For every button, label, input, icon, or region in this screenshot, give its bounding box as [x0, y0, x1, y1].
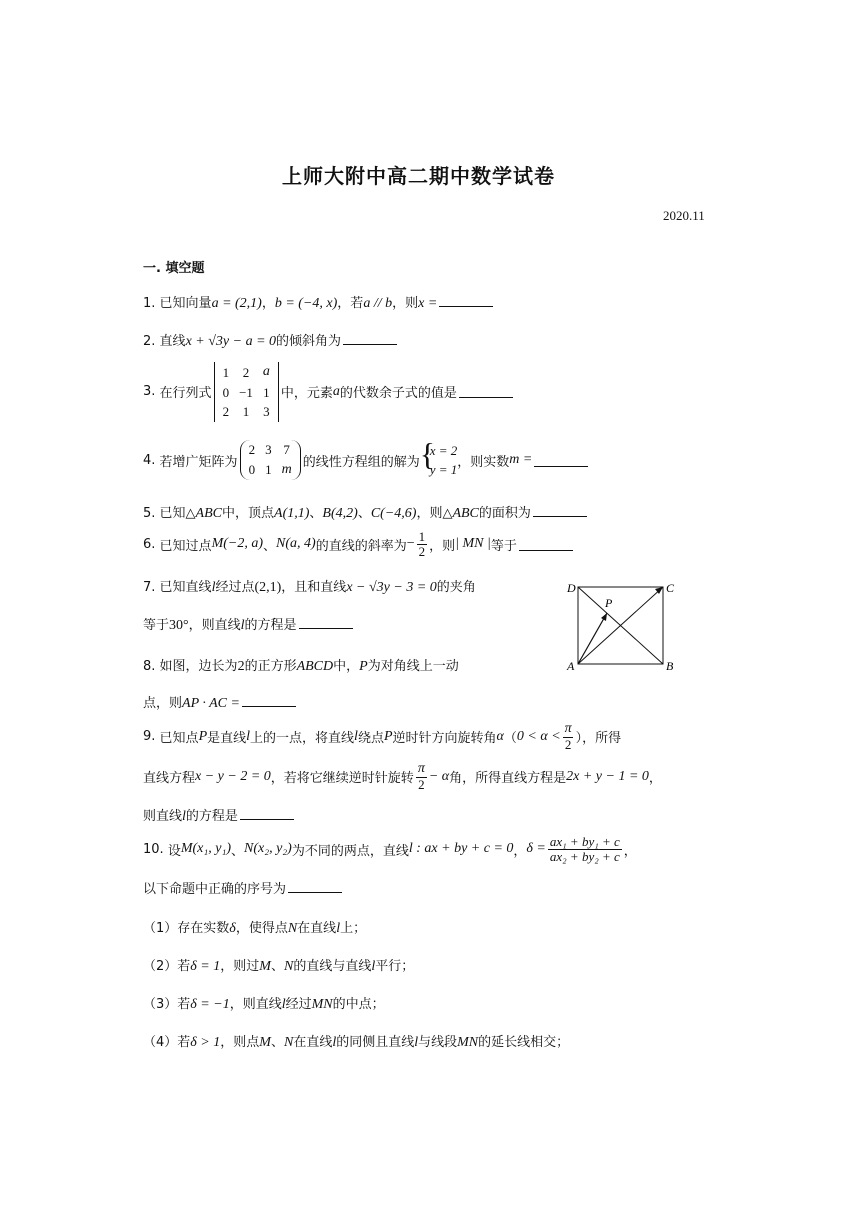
numerator: π — [564, 721, 572, 736]
text: 平行； — [375, 959, 415, 974]
math: x − y − 2 = 0 — [195, 768, 271, 784]
math: M(−2, a) — [211, 536, 263, 552]
denominator: 2 — [418, 543, 426, 559]
math: 0 < α < — [516, 728, 561, 744]
question-3 — [143, 362, 513, 422]
label-c: C — [666, 581, 675, 595]
text: 的方程是 — [244, 618, 297, 633]
cell: 0 — [222, 384, 230, 400]
text: ，则 — [392, 296, 419, 311]
math: N(a, 4) — [276, 536, 316, 552]
math: δ = — [526, 841, 546, 857]
option-number: （3） — [143, 997, 178, 1012]
math: MN — [311, 997, 333, 1012]
cell: 0 — [248, 462, 256, 478]
option-number: （4） — [143, 1035, 178, 1050]
text: 与线段 — [418, 1035, 458, 1050]
fraction — [548, 835, 622, 863]
augmented-matrix — [240, 440, 301, 480]
section-title: 一. 填空题 — [143, 261, 205, 276]
fraction — [416, 762, 427, 791]
cell: m — [281, 461, 292, 477]
answer-blank[interactable] — [459, 385, 513, 398]
text: ， — [648, 771, 662, 787]
text: （ — [503, 731, 517, 747]
math: B(4,2) — [322, 506, 358, 521]
question-number: 10. — [143, 841, 164, 857]
math: | MN | — [455, 536, 491, 552]
numerator: ax₁ + by₁ + c — [549, 834, 620, 849]
text: 的面积为 — [478, 506, 531, 521]
question-8-line-1 — [143, 655, 459, 675]
math: − — [406, 536, 415, 552]
square-figure — [565, 578, 680, 673]
text: ，若 — [337, 296, 364, 311]
label-d: D — [567, 581, 576, 595]
question-number: 8. — [143, 659, 156, 674]
cell: 2 — [242, 364, 250, 380]
math: x = — [418, 296, 438, 311]
question-7-line-1 — [143, 576, 476, 596]
answer-blank[interactable] — [519, 538, 573, 551]
math: a — [332, 383, 340, 399]
math: l — [414, 1035, 419, 1050]
text: 的方程是 — [185, 809, 238, 824]
text: 的代数余子式的值是 — [339, 386, 457, 402]
math: l — [281, 997, 286, 1012]
text: 已知△ — [159, 506, 196, 521]
math: N — [283, 959, 294, 974]
math: a = (2,1) — [211, 296, 262, 311]
text: 在行列式 — [159, 386, 212, 402]
text: 如图，边长为 — [159, 659, 238, 674]
math: ABCD — [296, 659, 334, 674]
text: 的同侧且直线 — [336, 1035, 415, 1050]
page-title: 上师大附中高二期中数学试卷 — [282, 164, 555, 188]
text: 若 — [177, 997, 191, 1012]
text: ），所得 — [575, 731, 622, 747]
math: l — [240, 618, 245, 633]
cell: 1 — [242, 404, 250, 420]
question-4 — [143, 435, 588, 480]
text: 、 — [270, 1035, 284, 1050]
question-2 — [143, 330, 397, 350]
text: 中， — [333, 659, 360, 674]
math: AP · AC = — [182, 696, 240, 711]
math: ABC — [452, 506, 479, 521]
question-1 — [143, 292, 493, 312]
math: l — [354, 728, 358, 744]
text: 上的一点，将直线 — [250, 731, 355, 747]
text: 的倾斜角为 — [276, 334, 342, 349]
cell: 1 — [222, 364, 230, 380]
math: A(1,1) — [274, 506, 310, 521]
math: x − √3y − 3 = 0 — [346, 580, 437, 595]
question-number: 5. — [143, 506, 156, 521]
math: δ = 1 — [190, 959, 221, 974]
text: ， — [623, 843, 637, 859]
cell: 7 — [283, 442, 290, 457]
text: ，则直线 — [188, 618, 241, 633]
text: 在直线 — [293, 1035, 333, 1050]
math: a // b — [363, 296, 393, 311]
text: ， — [261, 296, 275, 311]
label-a: A — [567, 659, 575, 673]
math: δ — [229, 921, 236, 936]
math: b = (−4, x) — [274, 296, 338, 311]
text: 已知过点 — [159, 538, 212, 554]
math: x + √3y − a = 0 — [185, 334, 277, 349]
math: l — [246, 728, 251, 744]
option-4 — [143, 1031, 569, 1051]
math: (2,1) — [254, 580, 282, 595]
text: 、 — [263, 538, 277, 554]
math: MN — [457, 1035, 479, 1050]
text: ，则 — [429, 538, 456, 554]
math: N(x₂, y₂) — [244, 841, 292, 857]
text: 是直线 — [207, 731, 247, 747]
cell: 1 — [263, 384, 270, 400]
arrowhead-p — [601, 613, 607, 621]
question-8-line-2 — [143, 692, 296, 712]
cell: 1 — [265, 462, 272, 478]
fraction — [417, 530, 428, 558]
text: 中，元素 — [280, 386, 333, 402]
text: ，则点 — [220, 1035, 260, 1050]
math: l — [211, 580, 216, 595]
text: 的直线的斜率为 — [315, 538, 407, 554]
question-number: 7. — [143, 580, 156, 595]
question-number: 2. — [143, 334, 156, 349]
cell: 3 — [263, 404, 270, 420]
numerator: π — [417, 761, 425, 776]
text: 经过点 — [215, 580, 255, 595]
math: ABC — [195, 506, 222, 521]
fraction — [563, 722, 574, 751]
question-number: 9. — [143, 729, 156, 745]
text: 直线 — [159, 334, 186, 349]
cell: 2 — [222, 404, 230, 420]
math: P — [359, 659, 368, 674]
math: l — [336, 921, 341, 936]
answer-blank[interactable] — [242, 694, 296, 707]
text: ，使得点 — [235, 921, 288, 936]
text: 的夹角 — [436, 580, 476, 595]
question-9-line-3 — [143, 805, 294, 825]
text: 等于 — [143, 618, 170, 633]
text: ，则实数 — [457, 454, 510, 470]
option-number: （1） — [143, 921, 178, 936]
math: 2 — [237, 659, 245, 674]
math: N — [287, 921, 298, 936]
text: 以下命题中正确的序号为 — [143, 882, 287, 897]
text: 等于 — [490, 538, 517, 554]
text: 、 — [270, 959, 284, 974]
question-9-line-1 — [143, 722, 621, 751]
question-number: 1. — [143, 296, 156, 311]
text: 上； — [340, 921, 367, 936]
text: 若 — [177, 1035, 191, 1050]
math: m = — [509, 452, 533, 468]
text: 为不同的两点，直线 — [291, 843, 409, 859]
vector-ap — [578, 613, 607, 664]
question-number: 4. — [143, 452, 156, 468]
text: ，且和直线 — [281, 580, 347, 595]
text: 则直线 — [143, 809, 183, 824]
math: P — [383, 728, 393, 744]
text: 中，顶点 — [222, 506, 275, 521]
text: 的正方形 — [244, 659, 297, 674]
text: 的中点； — [332, 997, 385, 1012]
cell: 3 — [265, 442, 272, 457]
math: δ > 1 — [190, 1035, 221, 1050]
question-6 — [143, 530, 573, 558]
denominator: ax₂ + by₂ + c — [549, 848, 620, 864]
math: P — [198, 728, 208, 744]
text: 经过 — [285, 997, 312, 1012]
text: 在直线 — [297, 921, 337, 936]
option-number: （2） — [143, 959, 178, 974]
cell: a — [262, 364, 270, 379]
math: − α — [428, 768, 450, 784]
math: 2x + y − 1 = 0 — [566, 768, 649, 784]
equation: x = 2 — [429, 442, 458, 458]
math: N — [283, 1035, 294, 1050]
text: ，若将它继续逆时针旋转 — [270, 771, 414, 787]
text: 、 — [357, 506, 371, 521]
text: ， — [513, 843, 527, 859]
text: 设 — [167, 843, 181, 859]
equation: y = 1 — [429, 462, 458, 478]
label-b: B — [666, 659, 674, 673]
brace-icon: { — [419, 435, 436, 472]
option-2 — [143, 955, 414, 975]
answer-blank[interactable] — [299, 616, 353, 629]
math: M(x₁, y₁) — [180, 841, 231, 857]
text: 为对角线上一动 — [367, 659, 459, 674]
determinant — [214, 362, 279, 422]
answer-blank[interactable] — [288, 880, 342, 893]
numerator: 1 — [418, 529, 426, 544]
text: 逆时针方向旋转角 — [392, 731, 497, 747]
math: M — [259, 959, 271, 974]
cell: 2 — [248, 442, 256, 457]
text: 、 — [231, 843, 245, 859]
text: 已知直线 — [159, 580, 212, 595]
text: 若增广矩阵为 — [159, 454, 238, 470]
math: δ = −1 — [190, 997, 230, 1012]
text: 存在实数 — [177, 921, 230, 936]
denominator: 2 — [564, 736, 572, 752]
math: M — [259, 1035, 271, 1050]
text: 已知点 — [159, 731, 199, 747]
math: l — [182, 809, 186, 824]
text: 的线性方程组的解为 — [302, 454, 420, 470]
text: 角，所得直线方程是 — [449, 771, 567, 787]
math: l : ax + by + c = 0 — [408, 841, 514, 857]
question-9-line-2 — [143, 762, 662, 791]
text: ，则△ — [416, 506, 453, 521]
text: 绕点 — [357, 731, 384, 747]
equation-system — [419, 435, 458, 480]
answer-blank[interactable] — [439, 294, 493, 307]
text: 已知向量 — [159, 296, 212, 311]
question-7-line-2 — [143, 614, 353, 634]
answer-blank[interactable] — [343, 332, 397, 345]
math: α — [496, 728, 504, 744]
answer-blank[interactable] — [533, 504, 587, 517]
text: 、 — [309, 506, 323, 521]
math: 30° — [169, 618, 189, 633]
text: 点，则 — [143, 696, 183, 711]
text: 若 — [177, 959, 191, 974]
answer-blank[interactable] — [534, 454, 588, 467]
label-p: P — [605, 596, 613, 610]
question-10-line-2 — [143, 878, 342, 897]
option-3 — [143, 993, 385, 1013]
question-number: 6. — [143, 536, 156, 552]
question-number: 3. — [143, 384, 156, 400]
answer-blank[interactable] — [240, 807, 294, 820]
math: l — [371, 959, 376, 974]
text: 的延长线相交； — [478, 1035, 570, 1050]
math: l — [332, 1035, 337, 1050]
text: ，则直线 — [229, 997, 282, 1012]
question-5 — [143, 502, 587, 522]
denominator: 2 — [418, 776, 425, 792]
option-1 — [143, 917, 366, 937]
text: ，则过 — [220, 959, 260, 974]
exam-date: 2020.11 — [663, 208, 705, 223]
cell: −1 — [239, 384, 253, 400]
math: C(−4,6) — [370, 506, 417, 521]
text: 的直线与直线 — [293, 959, 372, 974]
text: 直线方程 — [143, 771, 196, 787]
question-10-line-1 — [143, 835, 637, 863]
